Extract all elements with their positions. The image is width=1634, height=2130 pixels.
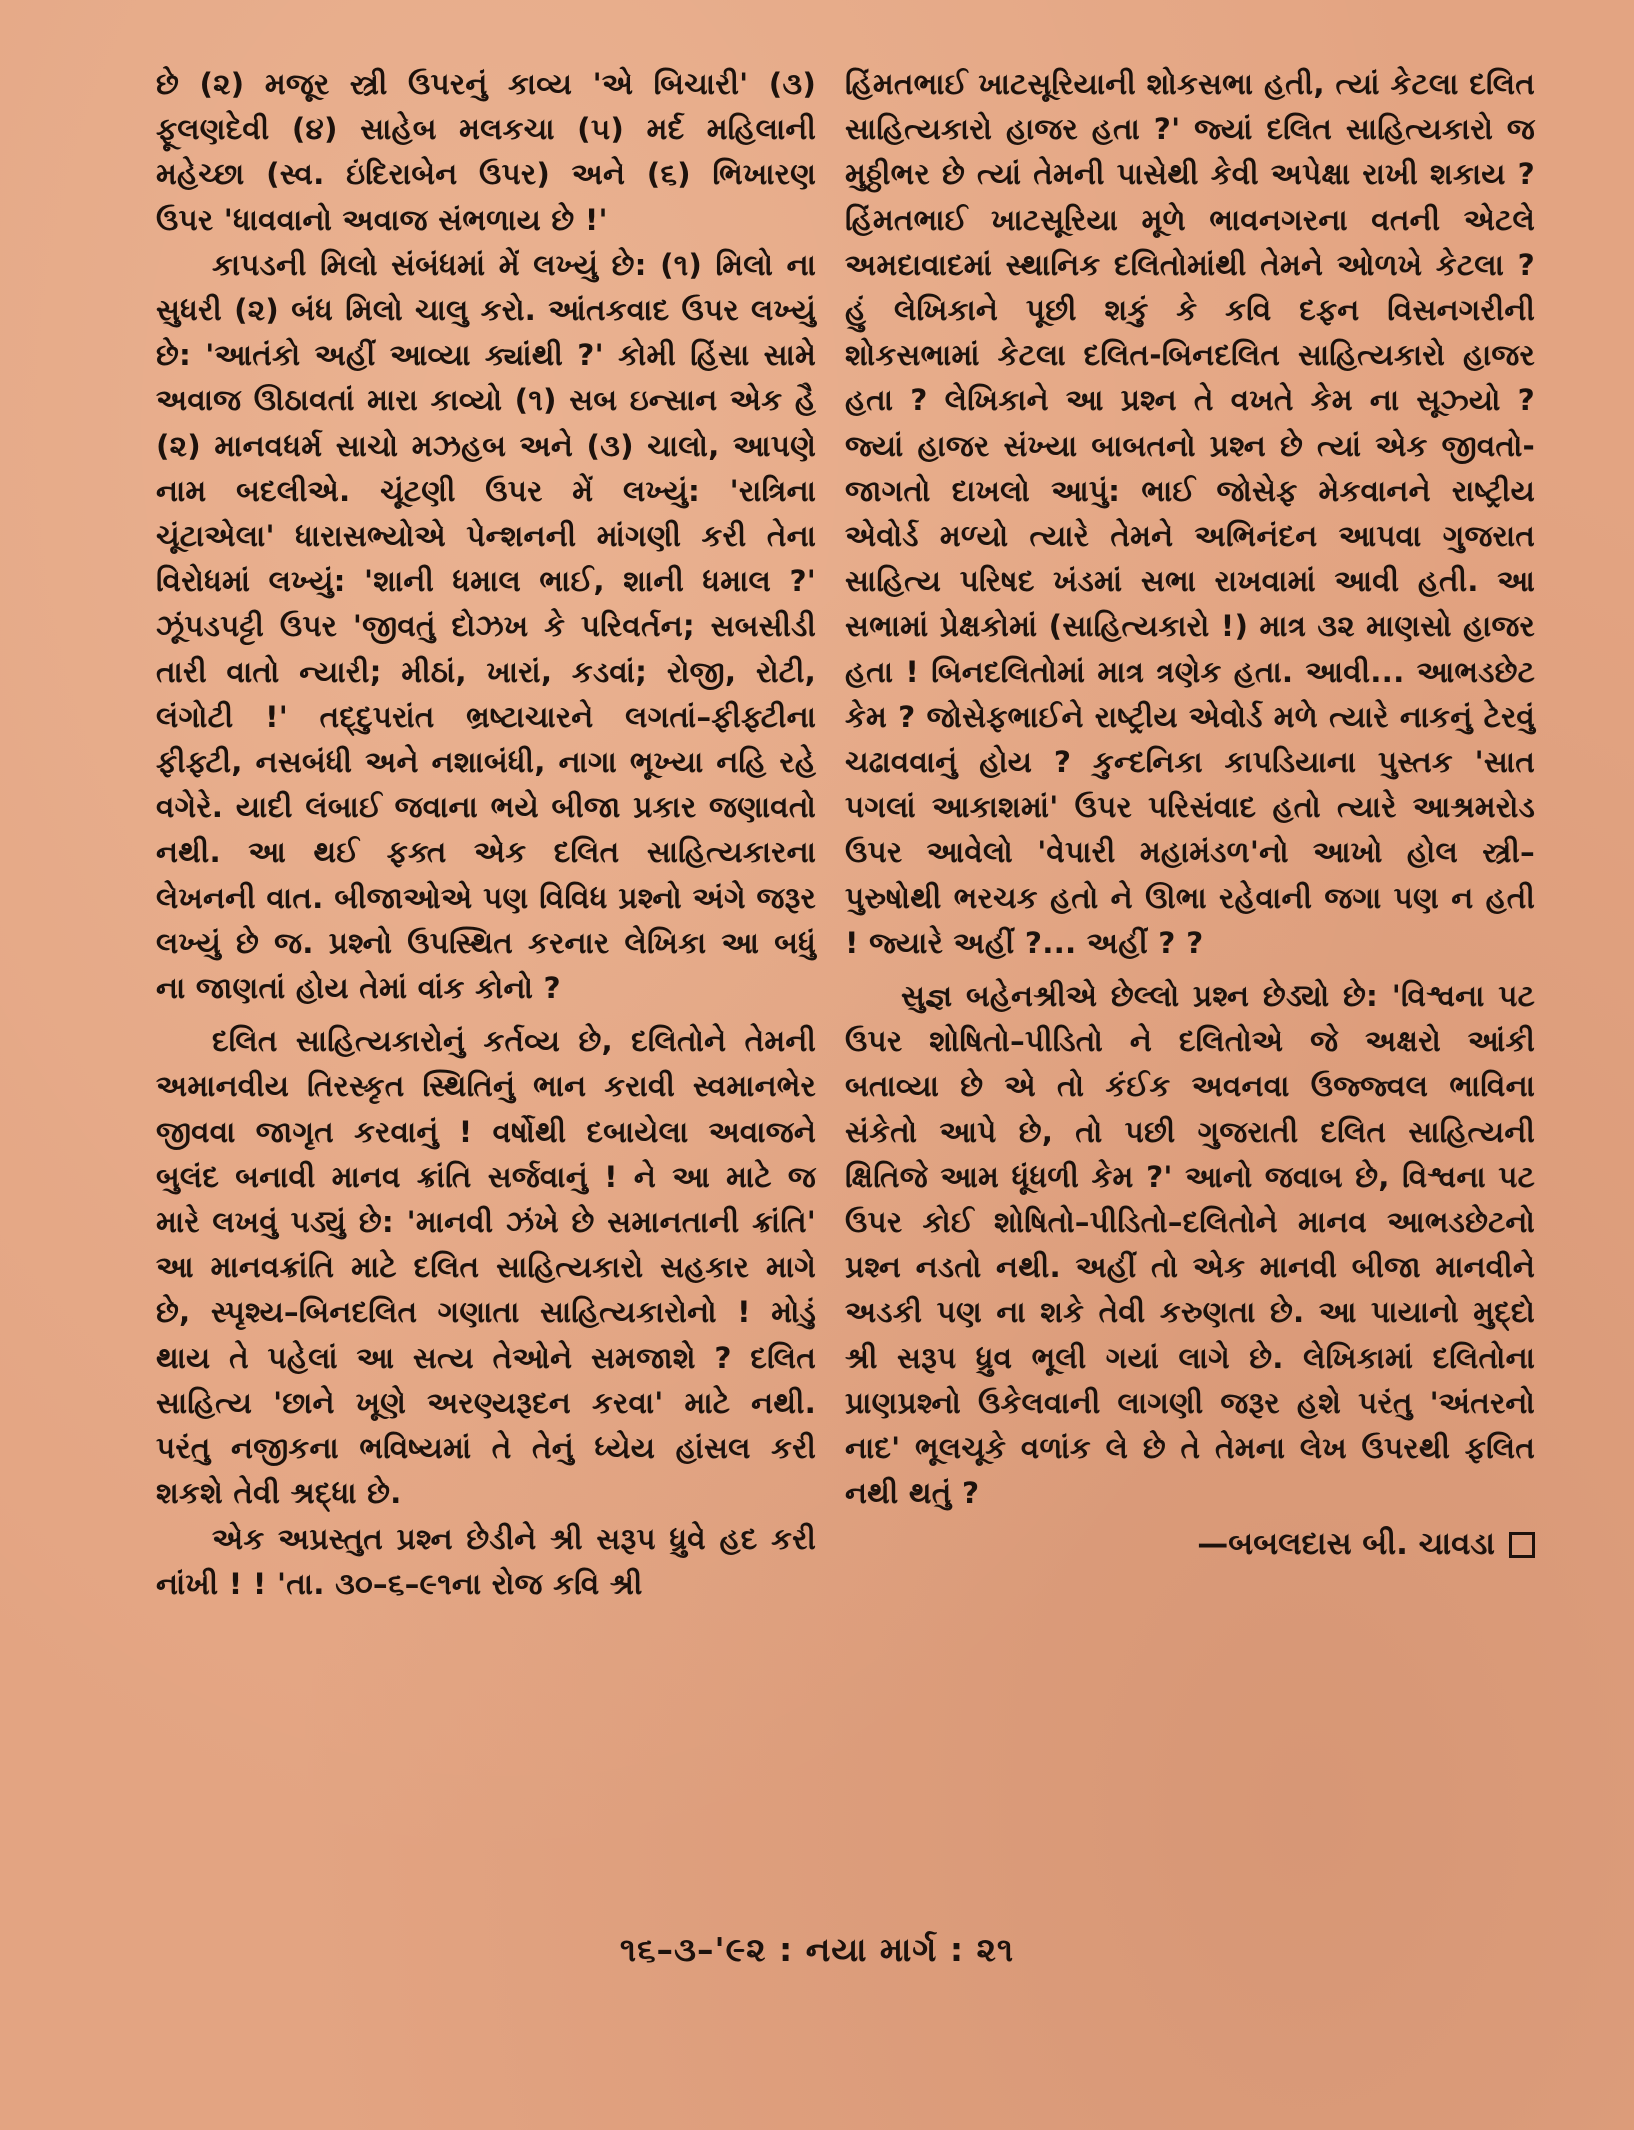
right-paragraph-1: હિંમતભાઈ ખાટસૂરિયાની શોકસભા હતી, ત્યાં કેટલા દલિત સાહિત્યકારો હાજર હતા ?' જ્યાં દલિત સાહિત્યકારો જ મુઠ્ઠીભર છે ત્યાં તેમની પાસેથી કેવી અપેક્ષા રાખી શકાય ? હિંમતભાઈ ખાટસૂરિયા મૂળે ભાવનગરના વતની એટલે અમદાવાદમાં સ્થાનિક દલિતોમાંથી તેમને ઓળખે કેટલા ? હું લેખિકાને પૂછી શકું કે કવિ દફન વિસનગરીની શોકસભામાં કેટલા દલિત-બિનદલિત સાહિત્યકારો હાજર હતા ? લેખિકાને આ પ્રશ્ન તે વખતે કેમ ના સૂઝ્યો ? જ્યાં હાજર સંખ્યા બાબતનો પ્રશ્ન છે ત્યાં એક જીવતો-જાગતો દાખલો આપું: ભાઈ જોસેફ મેકવાનને રાષ્ટ્રીય એવોર્ડ મળ્યો ત્યારે તેમને અભિનંદન આપવા ગુજરાત સાહિત્ય પરિષદ ખંડમાં સભા રાખવામાં આવી હતી. આ સભામાં પ્રેક્ષકોમાં (સાહિત્યકારો !) માત્ર ૩૨ માણસો હાજર હતા ! બિનદલિતોમાં માત્ર ત્રણેક હતા. આવી... આભડછેટ કેમ ? જોસેફભાઈને રાષ્ટ્રીય એવોર્ડ મળે ત્યારે નાકનું ટેરવું ચઢાવવાનું હોય ? કુન્દનિકા કાપડિયાના પુસ્તક 'સાત પગલાં આકાશમાં' ઉપર પરિસંવાદ હતો ત્યારે આશ્રમરોડ ઉપર આવેલો 'વેપારી મહામંડળ'નો આખો હોલ સ્ત્રી–પુરુષોથી ભરચક હતો ને ઊભા રહેવાની જગા પણ ન હતી ! જ્યારે અહીં ?... અહીં ? ? <box>845 67 1535 960</box>
right-paragraph-2: સુજ્ઞ બહેનશ્રીએ છેલ્લો પ્રશ્ન છેડ્યો છે: 'વિશ્વના પટ ઉપર શોષિતો–પીડિતો ને દલિતોએ જે અક્ષરો આંકી બતાવ્યા છે એ તો કંઈક અવનવા ઉજ્જ્વલ ભાવિના સંકેતો આપે છે, તો પછી ગુજરાતી દલિત સાહિત્યની ક્ષિતિજે આમ ધૂંધળી કેમ ?' આનો જવાબ છે, વિશ્વના પટ ઉપર કોઈ શોષિતો–પીડિતો–દલિતોને માનવ આભડછેટનો પ્રશ્ન નડતો નથી. અહીં તો એક માનવી બીજા માનવીને અડકી પણ ના શકે તેવી કરુણતા છે. આ પાયાનો મુદ્દો શ્રી સરૂપ ધ્રુવ ભૂલી ગયાં લાગે છે. લેખિકામાં દલિતોના પ્રાણપ્રશ્નો ઉકેલવાની લાગણી જરૂર હશે પરંતુ 'અંતરનો નાદ' ભૂલચૂકે વળાંક લે છે તે તેમના લેખ ઉપરથી ફલિત નથી થતું ? <box>845 979 1535 1511</box>
page-footer: ૧૬–૩–'૯૨ : નયા માર્ગ : ૨૧ <box>619 1930 1015 1969</box>
right-column <box>845 62 1535 1567</box>
left-paragraph-1: છે (૨) મજૂર સ્ત્રી ઉપરનું કાવ્ય 'એ બિચારી' (૩) ફૂલણદેવી (૪) સાહેબ મલકચા (૫) મર્દ મહિલાની મહેચ્છા (સ્વ. ઇંદિરાબેન ઉપર) અને (૬) ભિખારણ ઉપર 'ધાવવાનો અવાજ સંભળાય છે !' <box>156 67 816 237</box>
author-name: —બબલદાસ બી. ચાવડા <box>1197 1525 1495 1562</box>
left-paragraph-3: દલિત સાહિત્યકારોનું કર્તવ્ય છે, દલિતોને તેમની અમાનવીય તિરસ્કૃત સ્થિતિનું ભાન કરાવી સ્વમાનભેર જીવવા જાગૃત કરવાનું ! વર્ષોથી દબાયેલા અવાજને બુલંદ બનાવી માનવ ક્રાંતિ સર્જવાનું ! ને આ માટે જ મારે લખવું પડ્યું છે: 'માનવી ઝંખે છે સમાનતાની ક્રાંતિ' આ માનવક્રાંતિ માટે દલિત સાહિત્યકારો સહકાર માગે છે, સ્પૃશ્ય–બિનદલિત ગણાતા સાહિત્યકારોનો ! મોડું થાય તે પહેલાં આ સત્ય તેઓને સમજાશે ? દલિત સાહિત્ય 'છાને ખૂણે અરણ્યરૂદન કરવા' માટે નથી. પરંતુ નજીકના ભવિષ્યમાં તે તેનું ધ્યેય હાંસલ કરી શકશે તેવી શ્રદ્ધા છે. <box>156 1024 816 1511</box>
left-paragraph-4: એક અપ્રસ્તુત પ્રશ્ન છેડીને શ્રી સરૂપ ધ્રુવે હદ કરી નાંખી ! ! 'તા. ૩૦–૬–૯૧ના રોજ કવિ શ્રી <box>156 1521 816 1601</box>
left-column <box>156 62 816 1607</box>
left-paragraph-2: કાપડની મિલો સંબંધમાં મેં લખ્યું છે: (૧) મિલો ના સુધરી (૨) બંધ મિલો ચાલુ કરો. આંતકવાદ ઉપર લખ્યું છે: 'આતંકો અહીં આવ્યા ક્યાંથી ?' કોમી હિંસા સામે અવાજ ઊઠાવતાં મારા કાવ્યો (૧) સબ ઇન્સાન એક હૈ (૨) માનવધર્મ સાચો મઝહબ અને (૩) ચાલો, આપણે નામ બદલીએ. ચૂંટણી ઉપર મેં લખ્યું: 'રાત્રિના ચૂંટાએલા' ધારાસભ્યોએ પેન્શનની માંગણી કરી તેના વિરોધમાં લખ્યું: 'શાની ધમાલ ભાઈ, શાની ધમાલ ?' ઝૂંપડપટ્ટી ઉપર 'જીવતું દોઝખ કે પરિવર્તન; સબસીડી તારી વાતો ન્યારી; મીઠાં, ખારાં, કડવાં; રોજી, રોટી, લંગોટી !' તદ્દુપરાંત ભ્રષ્ટાચારને લગતાં–ફીફ્ટીના ફીફ્ટી, નસબંધી અને નશાબંધી, નાગા ભૂખ્યા નહિ રહે વગેરે. યાદી લંબાઈ જવાના ભયે બીજા પ્રકાર જણાવતો નથી. આ થઈ ફક્ત એક દલિત સાહિત્યકારના લેખનની વાત. બીજાઓએ પણ વિવિધ પ્રશ્નો અંગે જરૂર લખ્યું છે જ. પ્રશ્નો ઉપસ્થિત કરનાર લેખિકા આ બધું ના જાણતાં હોય તેમાં વાંક કોનો ? <box>156 247 816 1006</box>
end-mark-box-icon <box>1509 1532 1535 1558</box>
author-signature <box>845 1521 1535 1567</box>
